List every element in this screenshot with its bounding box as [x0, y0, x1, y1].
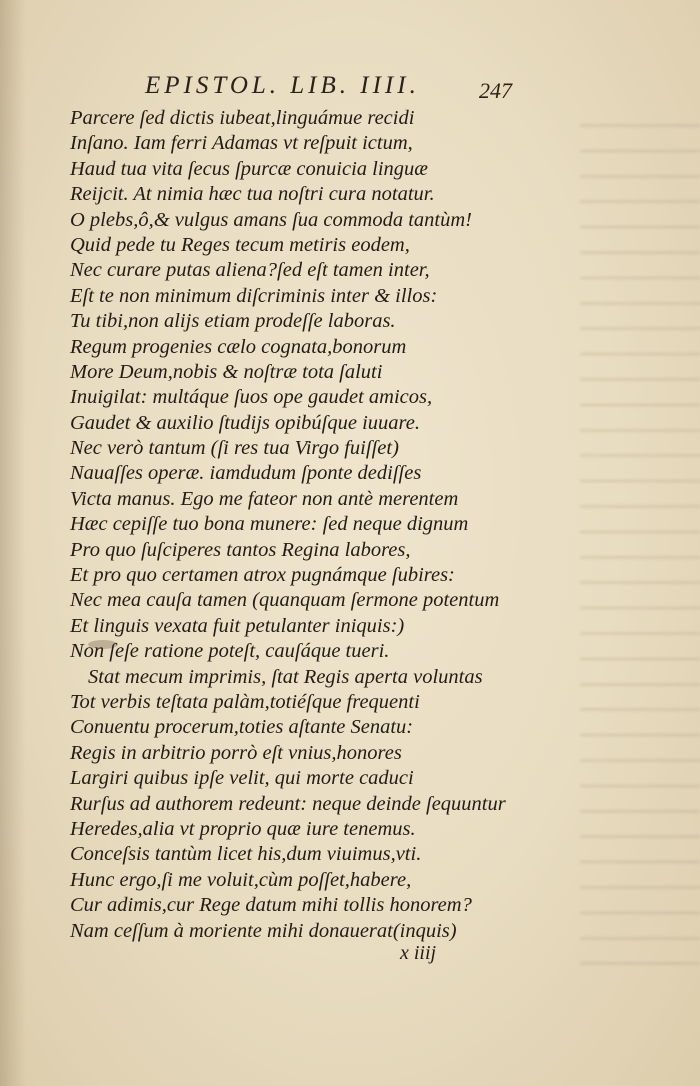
verse-line: Eſt te non minimum diſcriminis inter & illos:	[70, 284, 438, 307]
show-through-text	[580, 110, 700, 970]
verse-line: O plebs,ô,& vulgus amans ſua commoda tantùm!	[70, 208, 473, 231]
verse-line: Non ſeſe ratione poteſt, cauſáque tueri.	[70, 640, 390, 663]
verse-line: Pro quo ſuſciperes tantos Regina labores,	[70, 538, 411, 561]
verse-line: Hunc ergo,ſi me voluit,cùm poſſet,habere,	[70, 868, 412, 891]
verse-line: More Deum,nobis & noſtræ tota ſaluti	[70, 360, 383, 383]
verse-line: Heredes,alia vt proprio quæ iure tenemus.	[70, 817, 416, 840]
verse-line: Tu tibi,non alijs etiam prodeſſe laboras.	[70, 310, 396, 333]
verse-line: Conuentu procerum,toties aſtante Senatu:	[70, 716, 414, 739]
verse-line: Gaudet & auxilio ſtudijs opibúſque iuuare.	[70, 411, 420, 434]
running-title: EPISTOL. LIB. IIII.	[145, 72, 420, 99]
verse-line: Nec mea cauſa tamen (quanquam ſermone potentum	[70, 589, 500, 612]
verse-line: Rurſus ad authorem redeunt: neque deinde ſequuntur	[70, 792, 506, 815]
signature-mark: x iiij	[400, 942, 437, 964]
verse-line: Nec verò tantum (ſi res tua Virgo fuiſſet)	[70, 437, 399, 460]
verse-line: Regum progenies cælo cognata,bonorum	[70, 335, 407, 358]
verse-line-indented: Stat mecum imprimis, ſtat Regis aperta voluntas	[88, 665, 483, 688]
verse-line: Et linguis vexata fuit petulanter iniquis:)	[70, 614, 405, 637]
verse-line: Nauaſſes operæ. iamdudum ſponte dediſſes	[70, 462, 422, 485]
verse-line: Conceſsis tantùm licet his,dum viuimus,vti.	[70, 843, 422, 866]
page-number: 247	[479, 78, 512, 103]
verse-line: Nec curare putas aliena?ſed eſt tamen inter,	[70, 259, 430, 282]
ink-blot	[88, 640, 118, 649]
verse-line: Regis in arbitrio porrò eſt vnius,honores	[70, 741, 402, 764]
verse-line: Inuigilat: multáque ſuos ope gaudet amicos,	[70, 386, 433, 409]
verse-line: Parcere ſed dictis iubeat,linguámue recidi	[70, 107, 415, 129]
verse-line: Cur adimis,cur Rege datum mihi tollis honorem?	[70, 894, 472, 917]
verse-line: Reijcit. At nimia hæc tua noſtri cura notatur.	[70, 183, 435, 206]
verse-text-block	[70, 106, 510, 944]
verse-line: Tot verbis teſtata palàm,totiéſque frequenti	[70, 690, 420, 713]
verse-line: Nam ceſſum à moriente mihi donauerat(inquis)	[70, 919, 457, 942]
page-gutter-shadow	[0, 0, 26, 1086]
verse-line: Et pro quo certamen atrox pugnámque ſubires:	[70, 564, 455, 587]
verse-line: Haud tua vita ſecus ſpurcæ conuicia linguæ	[70, 157, 428, 180]
running-head	[0, 72, 700, 106]
verse-line: Inſano. Iam ferri Adamas vt reſpuit ictum,	[70, 132, 413, 155]
verse-line: Hæc cepiſſe tuo bona munere: ſed neque dignum	[70, 513, 469, 536]
verse-line: Victa manus. Ego me fateor non antè merentem	[70, 487, 459, 510]
verse-line: Largiri quibus ipſe velit, qui morte caduci	[70, 767, 414, 790]
verse-line: Quid pede tu Reges tecum metiris eodem,	[70, 233, 410, 256]
